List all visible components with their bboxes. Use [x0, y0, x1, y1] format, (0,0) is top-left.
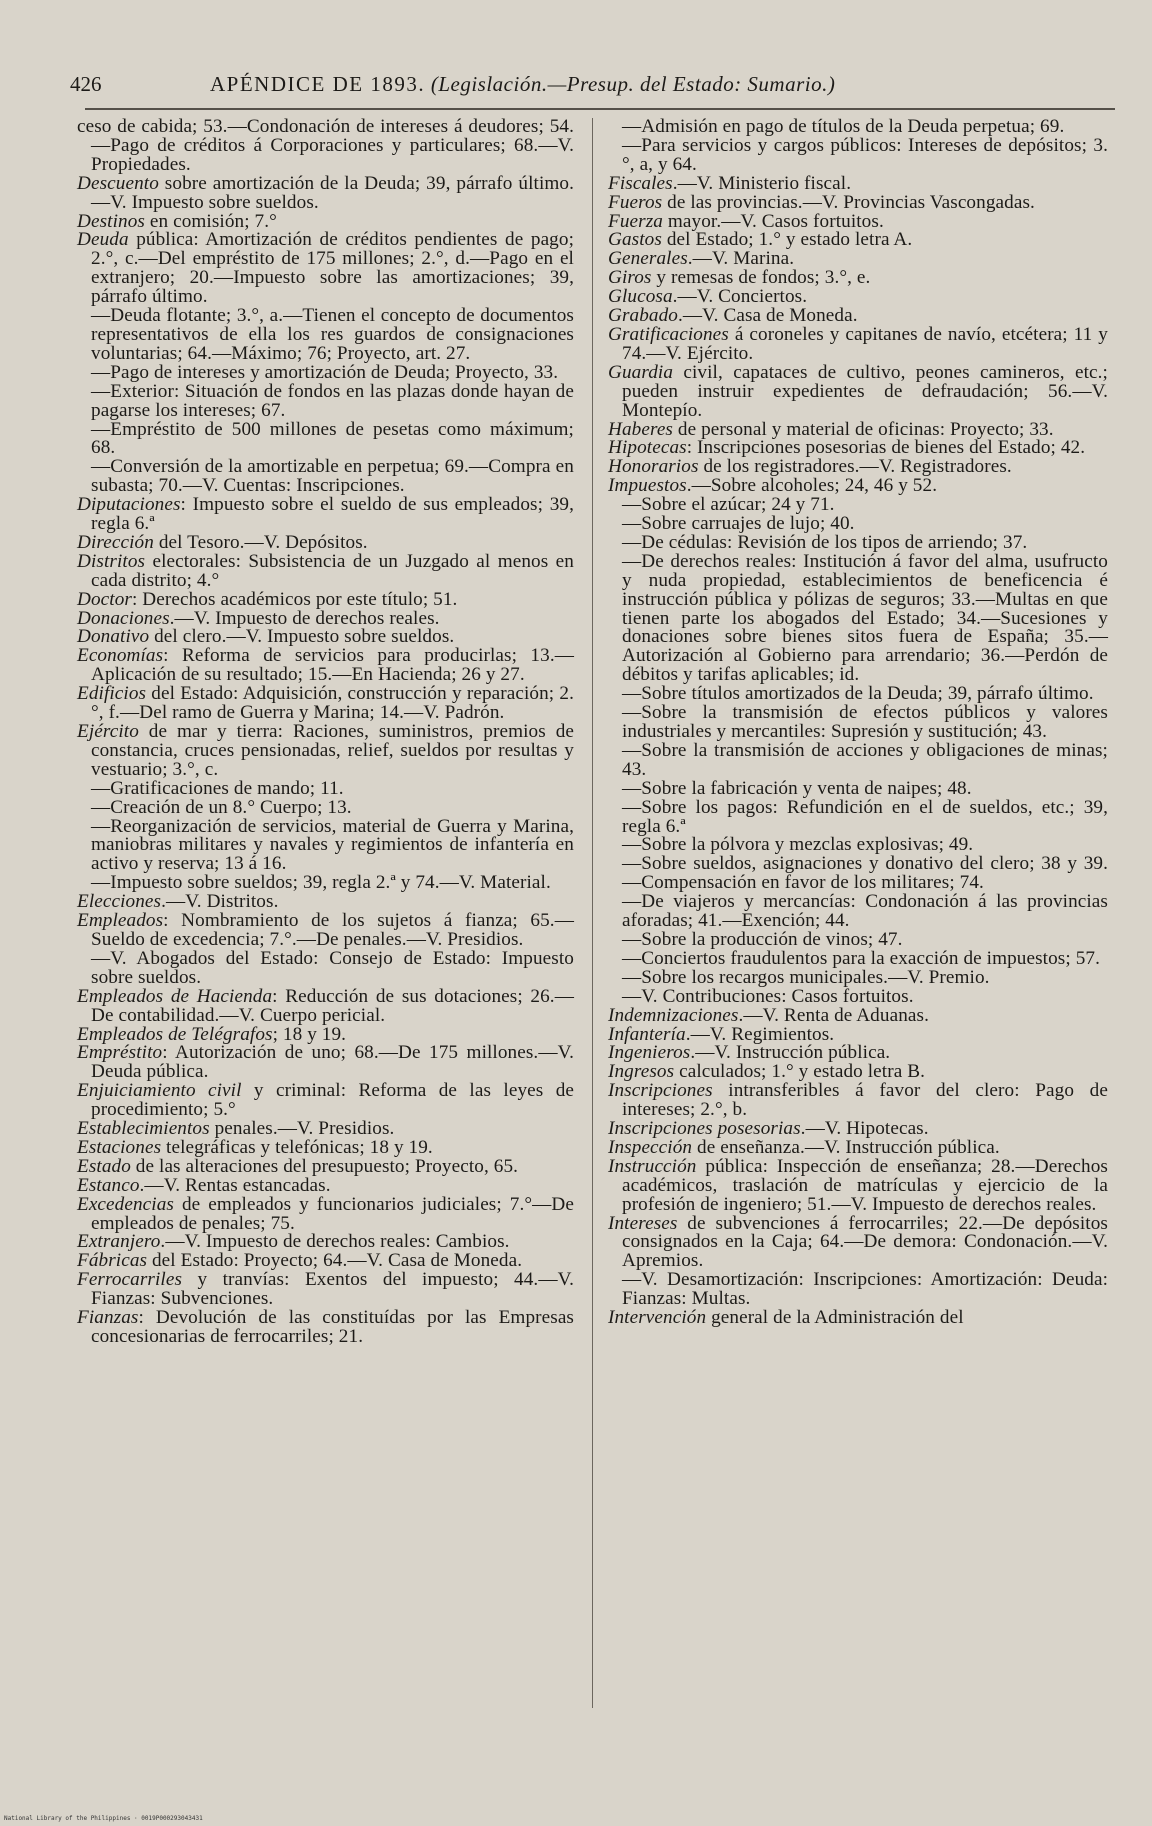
index-entry [77, 647, 574, 685]
index-text: de mar y tierra: Raciones, suministros, premios de constancia, cruces pensionadas, relief, sueldos por resultas y vestuario; 3.°, c. [91, 721, 574, 780]
index-text: .—V. Instrucción pública. [690, 1042, 891, 1064]
index-text: —De viajeros y mercancías: Condonación á las provincias aforadas; 41.—Exención; 44. [622, 891, 1108, 932]
index-term: Economías [77, 645, 164, 667]
index-text: .—V. Ministerio fiscal. [672, 172, 852, 194]
index-text: : Nombramiento de los sujetos á fianza; 65.—Sueldo de excedencia; 7.°.—De penales.—V. Presidios. [91, 910, 574, 950]
index-term: Destinos [77, 210, 145, 232]
index-term: Generales [608, 248, 688, 270]
index-term: Glucosa [608, 286, 673, 308]
index-entry [77, 1044, 574, 1082]
index-text: .—V. Hipotecas. [800, 1118, 929, 1140]
index-text: : Inscripciones posesorias de bienes del Estado; 42. [686, 437, 1086, 459]
index-entry [77, 685, 574, 723]
index-text: —V. Abogados del Estado: Consejo de Estado: Impuesto sobre sueldos. [91, 947, 574, 988]
index-term: Establecimientos [77, 1118, 210, 1140]
index-text: pública: Amortización de créditos pendientes de pago; 2.°, c.—Del empréstito de 175 millones; 2.°, d.—Pago en el extranjero; 20.—Impuesto sobre las amortizaciones; 39, párrafo último. [91, 229, 574, 308]
index-term: Instrucción [608, 1155, 697, 1177]
index-term: Intereses [608, 1212, 678, 1234]
index-term: Infantería [608, 1023, 686, 1045]
index-entry [77, 1309, 574, 1347]
index-text: : Reforma de servicios para producirlas; 13.—Aplicación de su resultado; 15.—En Hacienda; 26 y 27. [91, 645, 574, 686]
index-text: —Sobre la fabricación y venta de naipes; 48. [622, 777, 972, 799]
index-term: Guardia [608, 361, 674, 383]
index-text: del Estado: Adquisición, construcción y reparación; 2.°, f.—Del ramo de Guerra y Marina; 14.—V. Padrón. [91, 683, 574, 724]
index-term: Estanco [77, 1174, 140, 1196]
index-entry [77, 118, 574, 175]
index-term: Giros [608, 267, 652, 289]
index-text: y criminal: Reforma de las leyes de procedimiento; 5.° [91, 1080, 575, 1121]
index-term: Doctor [77, 588, 132, 610]
index-text: : Autorización de uno; 68.—De 175 millones.—V. Deuda pública. [91, 1042, 574, 1083]
index-term: Inspección [608, 1136, 693, 1158]
index-term: Gratificaciones [608, 323, 729, 345]
index-term: Fiscales [608, 172, 673, 194]
index-text: —Deuda flotante; 3.°, a.—Tienen el concepto de documentos representativos de ella los res guardos de consignaciones voluntarias; 64.—Máximo; 76; Proyecto, art. 27. [91, 305, 574, 364]
index-text: .—Sobre alcoholes; 24, 46 y 52. [686, 475, 938, 497]
index-entry [608, 1309, 1108, 1328]
index-text: : Devolución de las constituídas por las Empresas concesionarias de ferrocarriles; 21. [91, 1307, 574, 1347]
index-text: de enseñanza.—V. Instrucción pública. [692, 1136, 1000, 1158]
index-text: y remesas de fondos; 3.°, e. [651, 267, 871, 289]
index-term: Inscripciones [608, 1080, 713, 1102]
index-term: Deuda [77, 229, 129, 251]
right-column [608, 118, 1108, 1328]
index-term: Grabado [608, 305, 678, 327]
index-entry [77, 496, 574, 534]
index-text: .—V. Impuesto de derechos reales: Cambios. [160, 1231, 510, 1253]
index-text: —Sobre los recargos municipales.—V. Premio. [622, 966, 990, 988]
running-title [210, 72, 835, 97]
index-term: Ejército [77, 721, 139, 742]
index-text: —Empréstito de 500 millones de pesetas como máximum; 68. [91, 418, 574, 459]
index-text: en comisión; 7.° [144, 210, 277, 232]
index-text: —Gratificaciones de mando; 11. [91, 777, 344, 799]
index-text: —Sobre la producción de vinos; 47. [622, 928, 903, 950]
index-text: —Sobre el azúcar; 24 y 71. [622, 494, 835, 516]
index-text: : Reducción de sus dotaciones; 26.—De contabilidad.—V. Cuerpo pericial. [91, 985, 574, 1026]
index-text: telegráficas y telefónicas; 18 y 19. [161, 1136, 433, 1158]
index-term: Diputaciones [77, 494, 181, 516]
index-text: —Sobre la pólvora y mezclas explosivas; 49. [622, 834, 974, 856]
index-entry [608, 361, 1108, 421]
index-text: del Estado; 1.° y estado letra A. [661, 229, 913, 251]
index-text: ceso de cabida; 53.—Condonación de intereses á deudores; 54.—Pago de créditos á Corporaciones y particulares; 68.—V. Propiedades. [77, 116, 574, 175]
index-text: .—V. Casa de Moneda. [678, 305, 858, 327]
index-text: —Sobre los pagos: Refundición en el de sueldos, etc.; 39, regla 6.ª [622, 796, 1108, 837]
index-text: civil, capataces de cultivo, peones camineros, etc.; pueden instruir expedientes de defraudación; 56.—V. Montepío. [622, 361, 1108, 421]
index-text: —V. Contribuciones: Casos fortuitos. [622, 985, 914, 1007]
index-term: Extranjero [77, 1231, 161, 1253]
index-term: Fuerza [608, 210, 663, 232]
index-text: y tranvías: Exentos del impuesto; 44.—V. Fianzas: Subvenciones. [91, 1269, 574, 1310]
index-entry [608, 855, 1108, 893]
index-entry [608, 1271, 1108, 1309]
index-text: : Impuesto sobre el sueldo de sus empleados; 39, regla 6.ª [91, 494, 574, 535]
index-term: Fueros [608, 191, 663, 213]
index-term: Enjuiciamiento civil [77, 1080, 242, 1102]
index-text: —De cédulas: Revisión de los tipos de arriendo; 37. [622, 531, 1028, 553]
index-text: á coroneles y capitanes de navío, etcétera; 11 y 74.—V. Ejército. [622, 323, 1108, 364]
left-column [77, 118, 574, 1347]
index-text: de las alteraciones del presupuesto; Proyecto, 65. [130, 1155, 519, 1177]
index-term: Descuento [77, 172, 159, 194]
index-term: Dirección [77, 531, 154, 553]
index-entry [608, 323, 1108, 364]
index-text: —Admisión en pago de títulos de la Deuda perpetua; 69. [622, 116, 1065, 137]
index-text: penales.—V. Presidios. [209, 1118, 395, 1140]
index-term: Fábricas [77, 1250, 148, 1272]
index-text: : Derechos académicos por este título; 51. [131, 588, 458, 610]
index-entry [77, 1193, 574, 1234]
index-text: intransferibles á favor del clero: Pago de intereses; 2.°, b. [622, 1080, 1108, 1121]
index-text: electorales: Subsistencia de un Juzgado al menos en cada distrito; 4.° [91, 550, 574, 591]
index-text: —Sobre la transmisión de acciones y obligaciones de minas; 43. [622, 739, 1108, 780]
index-entry [77, 1082, 574, 1120]
index-text: de subvenciones á ferrocarriles; 22.—De depósitos consignados en la Caja; 64.—De demora: Condonación.—V. Apremios. [622, 1212, 1108, 1272]
index-text: del clero.—V. Impuesto sobre sueldos. [149, 626, 455, 648]
index-text: —Reorganización de servicios, material de Guerra y Marina, maniobras militares y navales y regimientos de infantería en activo y reserva; 13 á 16. [91, 815, 574, 875]
index-entry [608, 1212, 1108, 1272]
index-term: Inscripciones posesorias [608, 1118, 801, 1140]
index-term: Impuestos [608, 475, 687, 497]
index-term: Estado [77, 1155, 131, 1177]
index-term: Elecciones [77, 891, 162, 913]
index-term: Estaciones [77, 1136, 162, 1158]
index-text: —Conciertos fraudulentos para la exacción de impuestos; 57. [622, 947, 1100, 969]
index-term: Empleados de Hacienda [77, 985, 273, 1007]
index-entry [77, 1271, 574, 1309]
header-rule [85, 108, 1115, 110]
index-term: Empleados de Telégrafos [77, 1023, 273, 1045]
index-text: —Impuesto sobre sueldos; 39, regla 2.ª y 74.—V. Material. [91, 872, 551, 894]
index-text: de las provincias.—V. Provincias Vascongadas. [662, 191, 1035, 213]
index-entry [608, 893, 1108, 931]
index-text: .—V. Distritos. [161, 891, 279, 913]
index-term: Fianzas [77, 1307, 139, 1329]
index-entry [608, 704, 1108, 742]
index-text: —Pago de intereses y amortización de Deuda; Proyecto, 33. [91, 361, 559, 383]
index-entry [77, 231, 574, 307]
index-text: .—V. Impuesto de derechos reales. [169, 607, 440, 629]
index-text: del Estado: Proyecto; 64.—V. Casa de Moneda. [147, 1250, 523, 1272]
index-term: Empleados [77, 910, 164, 932]
index-text: —Sobre títulos amortizados de la Deuda; 39, párrafo último. [622, 683, 1094, 705]
index-term: Excedencias [77, 1193, 174, 1215]
index-entry [77, 380, 574, 421]
index-entry [77, 550, 574, 591]
index-term: Haberes [608, 418, 673, 440]
index-text: —Sobre sueldos, asignaciones y donativo del clero; 38 y 39.—Compensación en favor de los militares; 74. [622, 853, 1108, 894]
index-entry [608, 1082, 1108, 1120]
index-text: —Exterior: Situación de fondos en las plazas donde hayan de pagarse los intereses; 67. [91, 380, 574, 421]
index-text: .—V. Conciertos. [672, 286, 808, 308]
index-text: mayor.—V. Casos fortuitos. [662, 210, 884, 232]
index-text: de los registradores.—V. Registradores. [698, 456, 1012, 478]
index-entry [77, 912, 574, 950]
index-term: Intervención [608, 1307, 707, 1329]
index-term: Ferrocarriles [77, 1269, 183, 1291]
index-entry [77, 947, 574, 988]
index-text: —Sobre la transmisión de efectos públicos y valores industriales y mercantiles: Supresión y sustitución; 43. [622, 702, 1108, 742]
index-term: Empréstito [77, 1042, 163, 1064]
index-term: Distritos [77, 550, 146, 572]
scan-footer: National Library of the Philippines · 0019P000293043431 [4, 1815, 203, 1822]
page-header [70, 70, 1110, 106]
index-term: Gastos [608, 229, 662, 251]
index-term: Donaciones [77, 607, 170, 629]
index-entry [608, 1155, 1108, 1215]
index-entry [608, 796, 1108, 837]
index-term: Edificios [77, 683, 147, 705]
page-number: 426 [70, 72, 102, 96]
index-text: del Tesoro.—V. Depósitos. [153, 531, 368, 553]
index-text: .—V. Rentas estancadas. [139, 1174, 331, 1196]
index-text: sobre amortización de la Deuda; 39, párrafo último.—V. Impuesto sobre sueldos. [91, 172, 574, 213]
running-title-prefix: APÉNDICE DE 1893. [210, 72, 426, 96]
index-entry [77, 172, 574, 213]
column-divider [592, 118, 593, 1708]
index-entry [608, 739, 1108, 780]
index-entry [77, 723, 574, 780]
index-entry [77, 815, 574, 875]
index-text: —Creación de un 8.° Cuerpo; 13. [91, 796, 352, 818]
index-term: Hipotecas [608, 437, 687, 459]
index-entry [608, 550, 1108, 686]
index-text: ; 18 y 19. [272, 1023, 347, 1045]
index-term: Donativo [77, 626, 150, 648]
index-text: —V. Desamortización: Inscripciones: Amortización: Deuda: Fianzas: Multas. [622, 1269, 1108, 1310]
index-text: —Sobre carruajes de lujo; 40. [622, 513, 855, 535]
index-text: general de la Administración del [706, 1307, 964, 1329]
index-term: Ingresos [608, 1061, 675, 1083]
running-title-section: (Legislación.—Presup. del Estado: Sumario.) [430, 72, 836, 96]
index-entry [77, 307, 574, 364]
index-term: Ingenieros [608, 1042, 691, 1064]
index-entry [608, 134, 1108, 175]
index-entry [77, 458, 574, 496]
index-text: .—V. Renta de Aduanas. [738, 1004, 929, 1026]
index-entry [77, 985, 574, 1026]
index-text: .—V. Regimientos. [685, 1023, 835, 1045]
index-text: de empleados y funcionarios judiciales; 7.°—De empleados de penales; 75. [91, 1193, 574, 1234]
index-text: pública: Inspección de enseñanza; 28.—Derechos académicos, traslación de matrículas y ejercicio de la profesión de ingeniero; 51.—V. Impuesto de derechos reales. [622, 1155, 1108, 1215]
index-text: —Conversión de la amortizable en perpetua; 69.—Compra en subasta; 70.—V. Cuentas: Inscripciones. [91, 456, 574, 497]
index-text: —Para servicios y cargos públicos: Intereses de depósitos; 3.°, a, y 64. [622, 134, 1108, 175]
index-term: Honorarios [608, 456, 699, 478]
index-entry [77, 418, 574, 459]
index-text: de personal y material de oficinas: Proyecto; 33. [673, 418, 1054, 440]
index-text: —De derechos reales: Institución á favor del alma, usufructo y nuda propiedad, establecimientos de beneficencia é instrucción pública y pólizas de seguros; 33.—Multas en que tienen parte los abogados del Estado; 34.—Sucesiones y donaciones sobre bienes sitos fuera de España; 35.—Autorización al Gobierno para arrendario; 36.—Perdón de débitos y tarifas aplicables; id. [622, 550, 1108, 686]
index-term: Indemnizaciones [608, 1004, 739, 1026]
index-text: .—V. Marina. [687, 248, 795, 270]
index-text: calculados; 1.° y estado letra B. [674, 1061, 926, 1083]
